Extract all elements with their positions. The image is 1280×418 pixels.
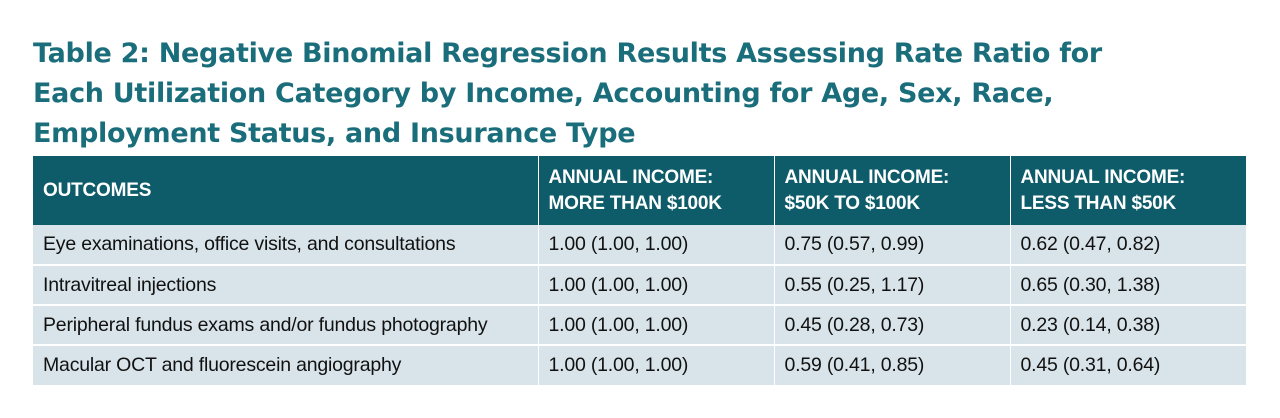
header-income-50k-to-100k: ANNUAL INCOME: $50K TO $100K (774, 156, 1010, 225)
value-cell: 0.55 (0.25, 1.17) (774, 265, 1010, 305)
outcome-cell: Macular OCT and fluorescein angiography (33, 345, 538, 385)
header-income-less-than-50k: ANNUAL INCOME: LESS THAN $50K (1010, 156, 1246, 225)
header-outcomes: OUTCOMES (43, 179, 152, 201)
value-cell: 0.59 (0.41, 0.85) (774, 345, 1010, 385)
value-cell: 1.00 (1.00, 1.00) (538, 305, 774, 345)
outcome-cell: Eye examinations, office visits, and consultations (43, 233, 456, 255)
header-income-more-than-100k: ANNUAL INCOME: MORE THAN $100K (538, 156, 774, 225)
value-cell: 1.00 (1.00, 1.00) (538, 345, 774, 385)
table-row (33, 305, 1246, 345)
outcome-cell: Peripheral fundus exams and/or fundus photography (33, 305, 538, 345)
table-title: Table 2: Negative Binomial Regression Results Assessing Rate Ratio for Each Utilization Category by Income, Accounting for Age, Sex, Race, Employment Status, and Insurance Type (33, 38, 1102, 149)
value-cell: 0.62 (0.47, 0.82) (1010, 225, 1246, 265)
results-table (33, 156, 1246, 385)
value-cell: 0.75 (0.57, 0.99) (774, 225, 1010, 265)
value-cell: 1.00 (1.00, 1.00) (538, 265, 774, 305)
value-cell: 0.65 (0.30, 1.38) (1010, 265, 1246, 305)
value-cell: 0.23 (0.14, 0.38) (1010, 305, 1246, 345)
table-row (33, 265, 1246, 305)
value-cell: 1.00 (1.00, 1.00) (538, 225, 774, 265)
value-cell: 0.45 (0.28, 0.73) (774, 305, 1010, 345)
table-row (33, 225, 1246, 265)
outcome-cell: Intravitreal injections (33, 265, 538, 305)
value-cell: 0.45 (0.31, 0.64) (1010, 345, 1246, 385)
results-table-container (33, 156, 1246, 385)
table-header-row (33, 156, 1246, 225)
table-row (33, 345, 1246, 385)
